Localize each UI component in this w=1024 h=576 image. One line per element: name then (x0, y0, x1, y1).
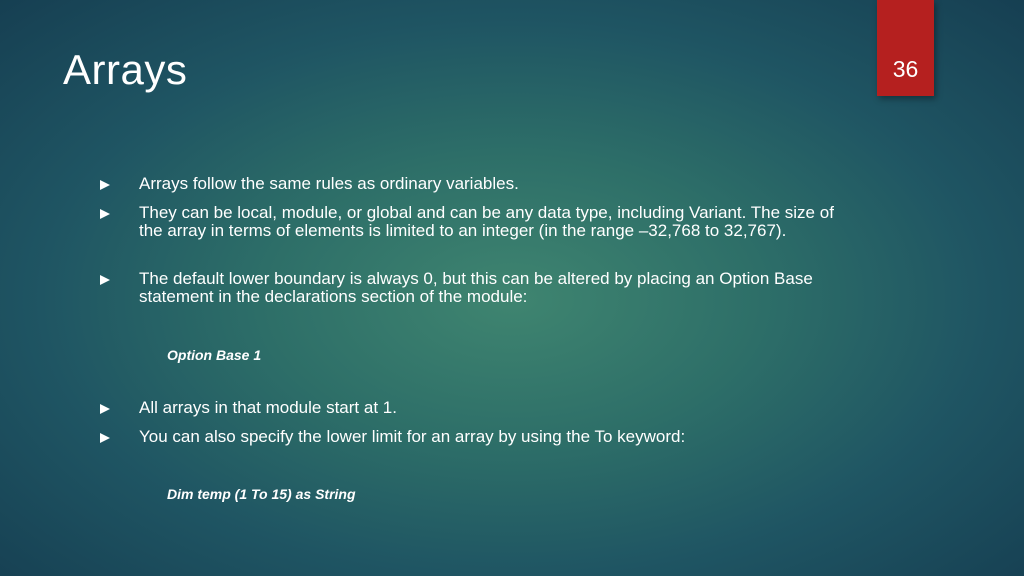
code-example-dim-to: Dim temp (1 To 15) as String (167, 486, 356, 502)
bullet-text: All arrays in that module start at 1. (139, 398, 397, 417)
triangle-right-icon (100, 404, 110, 414)
triangle-right-icon (100, 433, 110, 443)
bullet-text: They can be local, module, or global and can be any data type, including Variant. The size of the array in terms of elements is limited to an integer (in the range –32,768 to 32,767). (139, 203, 834, 240)
page-number: 36 (892, 56, 919, 82)
bullet-text: The default lower boundary is always 0, but this can be altered by placing an Option Base statement in the declarations section of the module: (139, 269, 813, 306)
triangle-right-icon (100, 209, 110, 219)
triangle-right-icon (100, 180, 110, 190)
triangle-right-icon (100, 275, 110, 285)
bullet-text: You can also specify the lower limit for an array by using the To keyword: (139, 427, 686, 446)
code-example-option-base: Option Base 1 (167, 347, 262, 363)
slide-title: Arrays (63, 46, 188, 93)
bullet-text: Arrays follow the same rules as ordinary variables. (139, 174, 519, 193)
page-number-badge (877, 0, 934, 96)
